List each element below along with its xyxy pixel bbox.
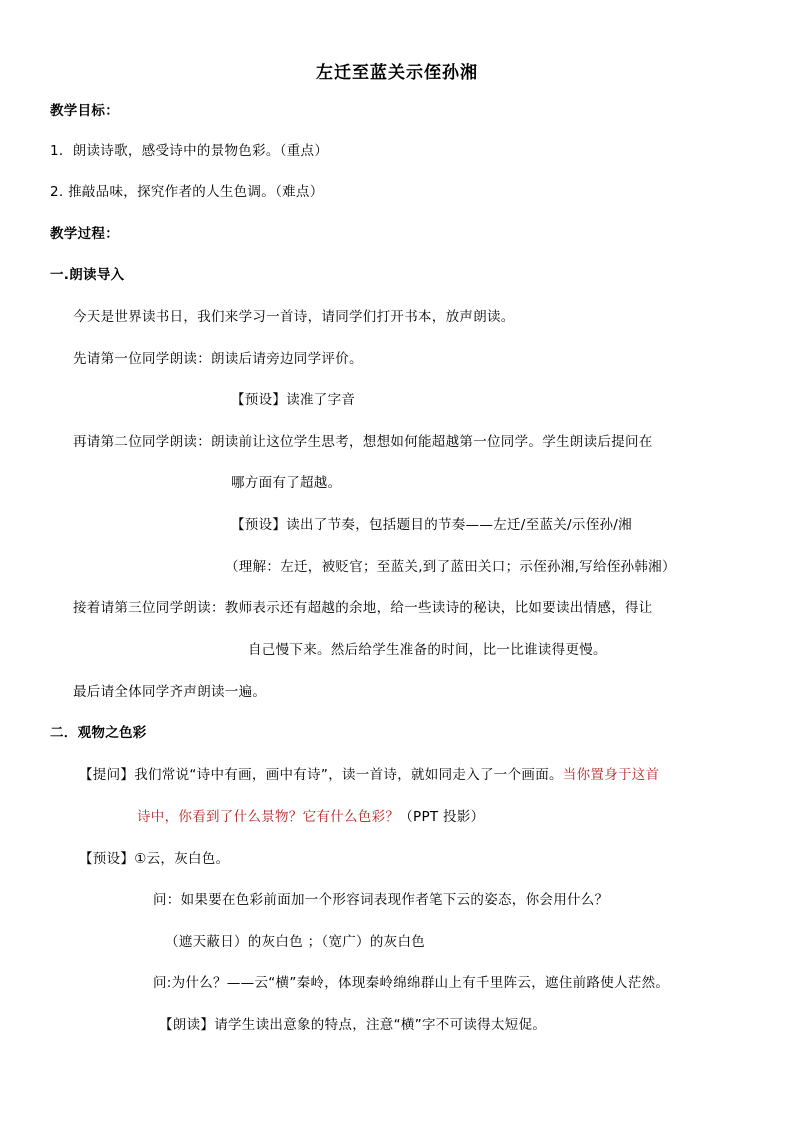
question-line: 问:为什么？——云“横”秦岭，体现秦岭绵绵群山上有千里阵云，遮住前路使人茫然。 (153, 975, 670, 991)
preset-line: 【预设】①云，灰白色。 (79, 851, 230, 867)
question-text: 我们常说“诗中有画，画中有诗”，读一首诗，就如同走入了一个画面。 (134, 767, 563, 783)
question-line-continuation (137, 807, 484, 827)
section1-heading: 一.朗读导入 (50, 267, 125, 283)
question-line (79, 765, 659, 785)
paragraph-continuation: 哪方面有了超越。 (231, 475, 342, 491)
question-line: 问：如果要在色彩前面加一个形容词表现作者笔下云的姿态，你会用什么？ (153, 892, 609, 908)
paragraph: 今天是世界读书日，我们来学习一首诗，请同学们打开书本，放声朗读。 (73, 309, 515, 325)
note-line: （理解：左迁，被贬官；至蓝关,到了蓝田关口；示侄孙湘,写给侄孙韩湘） (225, 559, 676, 575)
reading-line: 【朗读】请学生读出意象的特点，注意“横”字不可读得太短促。 (159, 1017, 547, 1033)
paragraph-continuation: 自己慢下来。然后给学生准备的时间，比一比谁读得更慢。 (248, 642, 607, 658)
section2-heading: 二．观物之色彩 (50, 725, 147, 741)
goal-item-1: 1．朗读诗歌，感受诗中的景物色彩。（重点） (50, 143, 329, 159)
question-note: （PPT 投影） (399, 809, 485, 825)
question-highlight: 当你置身于这首 (562, 767, 660, 783)
question-tag: 【提问】 (79, 767, 135, 783)
paragraph: 先请第一位同学朗读：朗读后请旁边同学评价。 (73, 351, 363, 367)
paragraph: 最后请全体同学齐声朗读一遍。 (73, 684, 267, 700)
answer-line: （遮天蔽日）的灰白色 ；（宽广）的灰白色 (165, 934, 426, 950)
goals-heading: 教学目标： (50, 103, 119, 119)
preset-line: 【预设】读准了字音 (231, 392, 356, 408)
paragraph: 接着请第三位同学朗读：教师表示还有超越的余地，给一些读诗的秘诀，比如要读出情感，得让 (73, 600, 653, 616)
preset-line: 【预设】读出了节奏，包括题目的节奏——左迁/至蓝关/示侄孙/湘 (231, 517, 632, 533)
goal-item-2: 2. 推敲品味，探究作者的人生色调。（难点） (50, 184, 324, 200)
paragraph: 再请第二位同学朗读：朗读前让这位学生思考，想想如何能超越第一位同学。学生朗读后提问在 (73, 434, 653, 450)
question-highlight: 诗中，你看到了什么景物？它有什么色彩？ (137, 809, 400, 825)
page-title: 左迁至蓝关示侄孙湘 (316, 63, 478, 83)
process-heading: 教学过程： (50, 226, 119, 242)
